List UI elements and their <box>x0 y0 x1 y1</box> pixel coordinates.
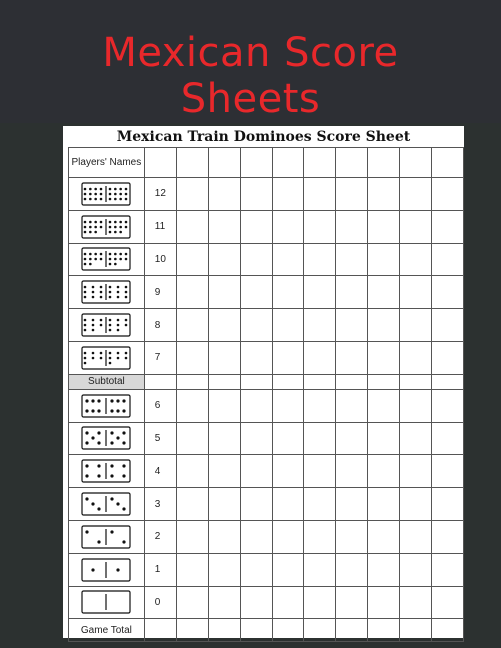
round-1-player-6-cell[interactable] <box>336 553 368 586</box>
domino-8-icon <box>81 313 131 337</box>
subtotal-player-9-cell[interactable] <box>431 374 463 389</box>
round-2-player-3-cell[interactable] <box>240 520 272 553</box>
round-12-player-3-cell[interactable] <box>240 178 272 211</box>
domino-12-icon <box>81 182 131 206</box>
round-value: 9 <box>144 276 176 309</box>
round-2-player-2-cell[interactable] <box>208 520 240 553</box>
round-0-player-6-cell[interactable] <box>336 586 368 619</box>
round-6-player-4-cell[interactable] <box>272 389 304 422</box>
game-total-player-7-cell[interactable] <box>368 619 400 642</box>
game-total-label: Game Total <box>69 619 145 642</box>
round-2-player-7-cell[interactable] <box>368 520 400 553</box>
round-value: 1 <box>144 553 176 586</box>
players-names-header: Players' Names <box>69 148 145 178</box>
round-10-player-2-cell[interactable] <box>208 243 240 276</box>
total-blank-cell <box>144 619 176 642</box>
domino-cell <box>69 276 145 309</box>
round-9-player-2-cell[interactable] <box>208 276 240 309</box>
round-value: 6 <box>144 389 176 422</box>
round-6-player-1-cell[interactable] <box>176 389 208 422</box>
round-12-player-1-cell[interactable] <box>176 178 208 211</box>
round-9-player-5-cell[interactable] <box>304 276 336 309</box>
round-3-player-1-cell[interactable] <box>176 488 208 521</box>
round-4-player-8-cell[interactable] <box>400 455 432 488</box>
round-4-player-9-cell[interactable] <box>431 455 463 488</box>
round-12-player-8-cell[interactable] <box>400 178 432 211</box>
domino-5-icon <box>81 426 131 450</box>
round-row-9 <box>69 276 464 309</box>
round-8-player-5-cell[interactable] <box>304 309 336 342</box>
domino-cell <box>69 178 145 211</box>
round-9-player-4-cell[interactable] <box>272 276 304 309</box>
cover-title-line-1: Mexican Score <box>102 30 399 76</box>
round-1-player-3-cell[interactable] <box>240 553 272 586</box>
player-name-player-9-cell[interactable] <box>431 148 463 178</box>
round-4-player-7-cell[interactable] <box>368 455 400 488</box>
domino-1-icon <box>81 558 131 582</box>
round-6-player-6-cell[interactable] <box>336 389 368 422</box>
round-8-player-3-cell[interactable] <box>240 309 272 342</box>
round-5-player-1-cell[interactable] <box>176 422 208 455</box>
domino-11-icon <box>81 215 131 239</box>
player-name-player-5-cell[interactable] <box>304 148 336 178</box>
round-3-player-4-cell[interactable] <box>272 488 304 521</box>
round-7-player-9-cell[interactable] <box>431 341 463 374</box>
cover-title-line-2: Sheets <box>180 76 321 122</box>
subtotal-player-6-cell[interactable] <box>336 374 368 389</box>
round-5-player-8-cell[interactable] <box>400 422 432 455</box>
round-7-player-7-cell[interactable] <box>368 341 400 374</box>
round-4-player-2-cell[interactable] <box>208 455 240 488</box>
round-6-player-8-cell[interactable] <box>400 389 432 422</box>
game-total-player-2-cell[interactable] <box>208 619 240 642</box>
round-8-player-1-cell[interactable] <box>176 309 208 342</box>
round-7-player-2-cell[interactable] <box>208 341 240 374</box>
round-11-player-7-cell[interactable] <box>368 210 400 243</box>
round-10-player-3-cell[interactable] <box>240 243 272 276</box>
domino-3-icon <box>81 492 131 516</box>
round-row-1 <box>69 553 464 586</box>
round-8-player-4-cell[interactable] <box>272 309 304 342</box>
subtotal-player-7-cell[interactable] <box>368 374 400 389</box>
round-row-6 <box>69 389 464 422</box>
domino-cell <box>69 553 145 586</box>
round-2-player-1-cell[interactable] <box>176 520 208 553</box>
domino-9-icon <box>81 280 131 304</box>
round-9-player-3-cell[interactable] <box>240 276 272 309</box>
round-8-player-7-cell[interactable] <box>368 309 400 342</box>
game-total-player-5-cell[interactable] <box>304 619 336 642</box>
round-0-player-2-cell[interactable] <box>208 586 240 619</box>
round-3-player-2-cell[interactable] <box>208 488 240 521</box>
round-5-player-7-cell[interactable] <box>368 422 400 455</box>
round-7-player-1-cell[interactable] <box>176 341 208 374</box>
header-row <box>69 148 464 178</box>
round-5-player-4-cell[interactable] <box>272 422 304 455</box>
round-2-player-9-cell[interactable] <box>431 520 463 553</box>
round-2-player-6-cell[interactable] <box>336 520 368 553</box>
subtotal-row <box>69 374 464 389</box>
subtotal-player-5-cell[interactable] <box>304 374 336 389</box>
subtotal-player-3-cell[interactable] <box>240 374 272 389</box>
round-5-player-3-cell[interactable] <box>240 422 272 455</box>
round-4-player-6-cell[interactable] <box>336 455 368 488</box>
round-row-5 <box>69 422 464 455</box>
round-12-player-5-cell[interactable] <box>304 178 336 211</box>
round-10-player-6-cell[interactable] <box>336 243 368 276</box>
round-7-player-3-cell[interactable] <box>240 341 272 374</box>
round-11-player-8-cell[interactable] <box>400 210 432 243</box>
subtotal-blank-cell <box>144 374 176 389</box>
game-total-player-4-cell[interactable] <box>272 619 304 642</box>
round-10-player-1-cell[interactable] <box>176 243 208 276</box>
round-11-player-4-cell[interactable] <box>272 210 304 243</box>
round-5-player-5-cell[interactable] <box>304 422 336 455</box>
round-value: 4 <box>144 455 176 488</box>
subtotal-player-2-cell[interactable] <box>208 374 240 389</box>
round-8-player-8-cell[interactable] <box>400 309 432 342</box>
round-5-player-6-cell[interactable] <box>336 422 368 455</box>
round-7-player-4-cell[interactable] <box>272 341 304 374</box>
round-12-player-6-cell[interactable] <box>336 178 368 211</box>
round-5-player-2-cell[interactable] <box>208 422 240 455</box>
round-11-player-2-cell[interactable] <box>208 210 240 243</box>
round-value: 10 <box>144 243 176 276</box>
player-name-player-2-cell[interactable] <box>208 148 240 178</box>
round-value: 5 <box>144 422 176 455</box>
round-12-player-9-cell[interactable] <box>431 178 463 211</box>
round-7-player-5-cell[interactable] <box>304 341 336 374</box>
round-11-player-6-cell[interactable] <box>336 210 368 243</box>
round-12-player-2-cell[interactable] <box>208 178 240 211</box>
player-name-player-8-cell[interactable] <box>400 148 432 178</box>
player-name-player-7-cell[interactable] <box>368 148 400 178</box>
game-total-player-8-cell[interactable] <box>400 619 432 642</box>
subtotal-label: Subtotal <box>69 374 145 389</box>
round-value: 3 <box>144 488 176 521</box>
round-row-12 <box>69 178 464 211</box>
round-8-player-6-cell[interactable] <box>336 309 368 342</box>
round-11-player-1-cell[interactable] <box>176 210 208 243</box>
subtotal-player-4-cell[interactable] <box>272 374 304 389</box>
domino-cell <box>69 422 145 455</box>
round-3-player-8-cell[interactable] <box>400 488 432 521</box>
header-blank-cell <box>144 148 176 178</box>
round-row-11 <box>69 210 464 243</box>
player-name-player-3-cell[interactable] <box>240 148 272 178</box>
domino-10-icon <box>81 247 131 271</box>
round-11-player-3-cell[interactable] <box>240 210 272 243</box>
round-4-player-5-cell[interactable] <box>304 455 336 488</box>
round-row-0 <box>69 586 464 619</box>
round-0-player-9-cell[interactable] <box>431 586 463 619</box>
round-value: 12 <box>144 178 176 211</box>
round-0-player-8-cell[interactable] <box>400 586 432 619</box>
game-total-player-3-cell[interactable] <box>240 619 272 642</box>
round-row-2 <box>69 520 464 553</box>
domino-6-icon <box>81 394 131 418</box>
round-row-8 <box>69 309 464 342</box>
domino-7-icon <box>81 346 131 370</box>
round-4-player-4-cell[interactable] <box>272 455 304 488</box>
round-1-player-2-cell[interactable] <box>208 553 240 586</box>
round-10-player-4-cell[interactable] <box>272 243 304 276</box>
round-6-player-2-cell[interactable] <box>208 389 240 422</box>
round-row-4 <box>69 455 464 488</box>
domino-cell <box>69 210 145 243</box>
round-4-player-1-cell[interactable] <box>176 455 208 488</box>
player-name-player-4-cell[interactable] <box>272 148 304 178</box>
domino-cell <box>69 455 145 488</box>
round-1-player-8-cell[interactable] <box>400 553 432 586</box>
round-1-player-9-cell[interactable] <box>431 553 463 586</box>
domino-cell <box>69 488 145 521</box>
round-6-player-7-cell[interactable] <box>368 389 400 422</box>
round-0-player-4-cell[interactable] <box>272 586 304 619</box>
round-7-player-6-cell[interactable] <box>336 341 368 374</box>
round-value: 7 <box>144 341 176 374</box>
cover-title <box>0 30 501 122</box>
round-value: 11 <box>144 210 176 243</box>
domino-cell <box>69 243 145 276</box>
domino-cell <box>69 309 145 342</box>
round-4-player-3-cell[interactable] <box>240 455 272 488</box>
round-5-player-9-cell[interactable] <box>431 422 463 455</box>
round-1-player-7-cell[interactable] <box>368 553 400 586</box>
round-9-player-9-cell[interactable] <box>431 276 463 309</box>
domino-2-icon <box>81 525 131 549</box>
subtotal-player-1-cell[interactable] <box>176 374 208 389</box>
subtotal-player-8-cell[interactable] <box>400 374 432 389</box>
round-3-player-3-cell[interactable] <box>240 488 272 521</box>
round-9-player-8-cell[interactable] <box>400 276 432 309</box>
round-6-player-9-cell[interactable] <box>431 389 463 422</box>
round-0-player-7-cell[interactable] <box>368 586 400 619</box>
round-11-player-5-cell[interactable] <box>304 210 336 243</box>
domino-cell <box>69 520 145 553</box>
score-table <box>68 147 464 642</box>
round-9-player-6-cell[interactable] <box>336 276 368 309</box>
player-name-player-6-cell[interactable] <box>336 148 368 178</box>
round-3-player-5-cell[interactable] <box>304 488 336 521</box>
round-9-player-7-cell[interactable] <box>368 276 400 309</box>
game-total-player-1-cell[interactable] <box>176 619 208 642</box>
sheet-title: Mexican Train Dominoes Score Sheet <box>116 129 411 145</box>
round-1-player-4-cell[interactable] <box>272 553 304 586</box>
round-row-3 <box>69 488 464 521</box>
round-1-player-1-cell[interactable] <box>176 553 208 586</box>
round-6-player-5-cell[interactable] <box>304 389 336 422</box>
round-value: 2 <box>144 520 176 553</box>
round-2-player-8-cell[interactable] <box>400 520 432 553</box>
player-name-player-1-cell[interactable] <box>176 148 208 178</box>
round-8-player-2-cell[interactable] <box>208 309 240 342</box>
round-value: 8 <box>144 309 176 342</box>
round-3-player-7-cell[interactable] <box>368 488 400 521</box>
domino-cell <box>69 586 145 619</box>
round-value: 0 <box>144 586 176 619</box>
round-7-player-8-cell[interactable] <box>400 341 432 374</box>
round-3-player-9-cell[interactable] <box>431 488 463 521</box>
round-10-player-9-cell[interactable] <box>431 243 463 276</box>
round-3-player-6-cell[interactable] <box>336 488 368 521</box>
domino-4-icon <box>81 459 131 483</box>
round-0-player-5-cell[interactable] <box>304 586 336 619</box>
round-0-player-3-cell[interactable] <box>240 586 272 619</box>
round-0-player-1-cell[interactable] <box>176 586 208 619</box>
round-10-player-8-cell[interactable] <box>400 243 432 276</box>
game-total-player-9-cell[interactable] <box>431 619 463 642</box>
round-2-player-4-cell[interactable] <box>272 520 304 553</box>
round-10-player-7-cell[interactable] <box>368 243 400 276</box>
round-8-player-9-cell[interactable] <box>431 309 463 342</box>
round-6-player-3-cell[interactable] <box>240 389 272 422</box>
round-2-player-5-cell[interactable] <box>304 520 336 553</box>
round-10-player-5-cell[interactable] <box>304 243 336 276</box>
round-1-player-5-cell[interactable] <box>304 553 336 586</box>
game-total-row <box>69 619 464 642</box>
round-12-player-7-cell[interactable] <box>368 178 400 211</box>
score-sheet <box>63 126 464 638</box>
domino-cell <box>69 341 145 374</box>
round-12-player-4-cell[interactable] <box>272 178 304 211</box>
domino-cell <box>69 389 145 422</box>
round-row-10 <box>69 243 464 276</box>
round-11-player-9-cell[interactable] <box>431 210 463 243</box>
domino-0-icon <box>81 590 131 614</box>
round-9-player-1-cell[interactable] <box>176 276 208 309</box>
game-total-player-6-cell[interactable] <box>336 619 368 642</box>
round-row-7 <box>69 341 464 374</box>
